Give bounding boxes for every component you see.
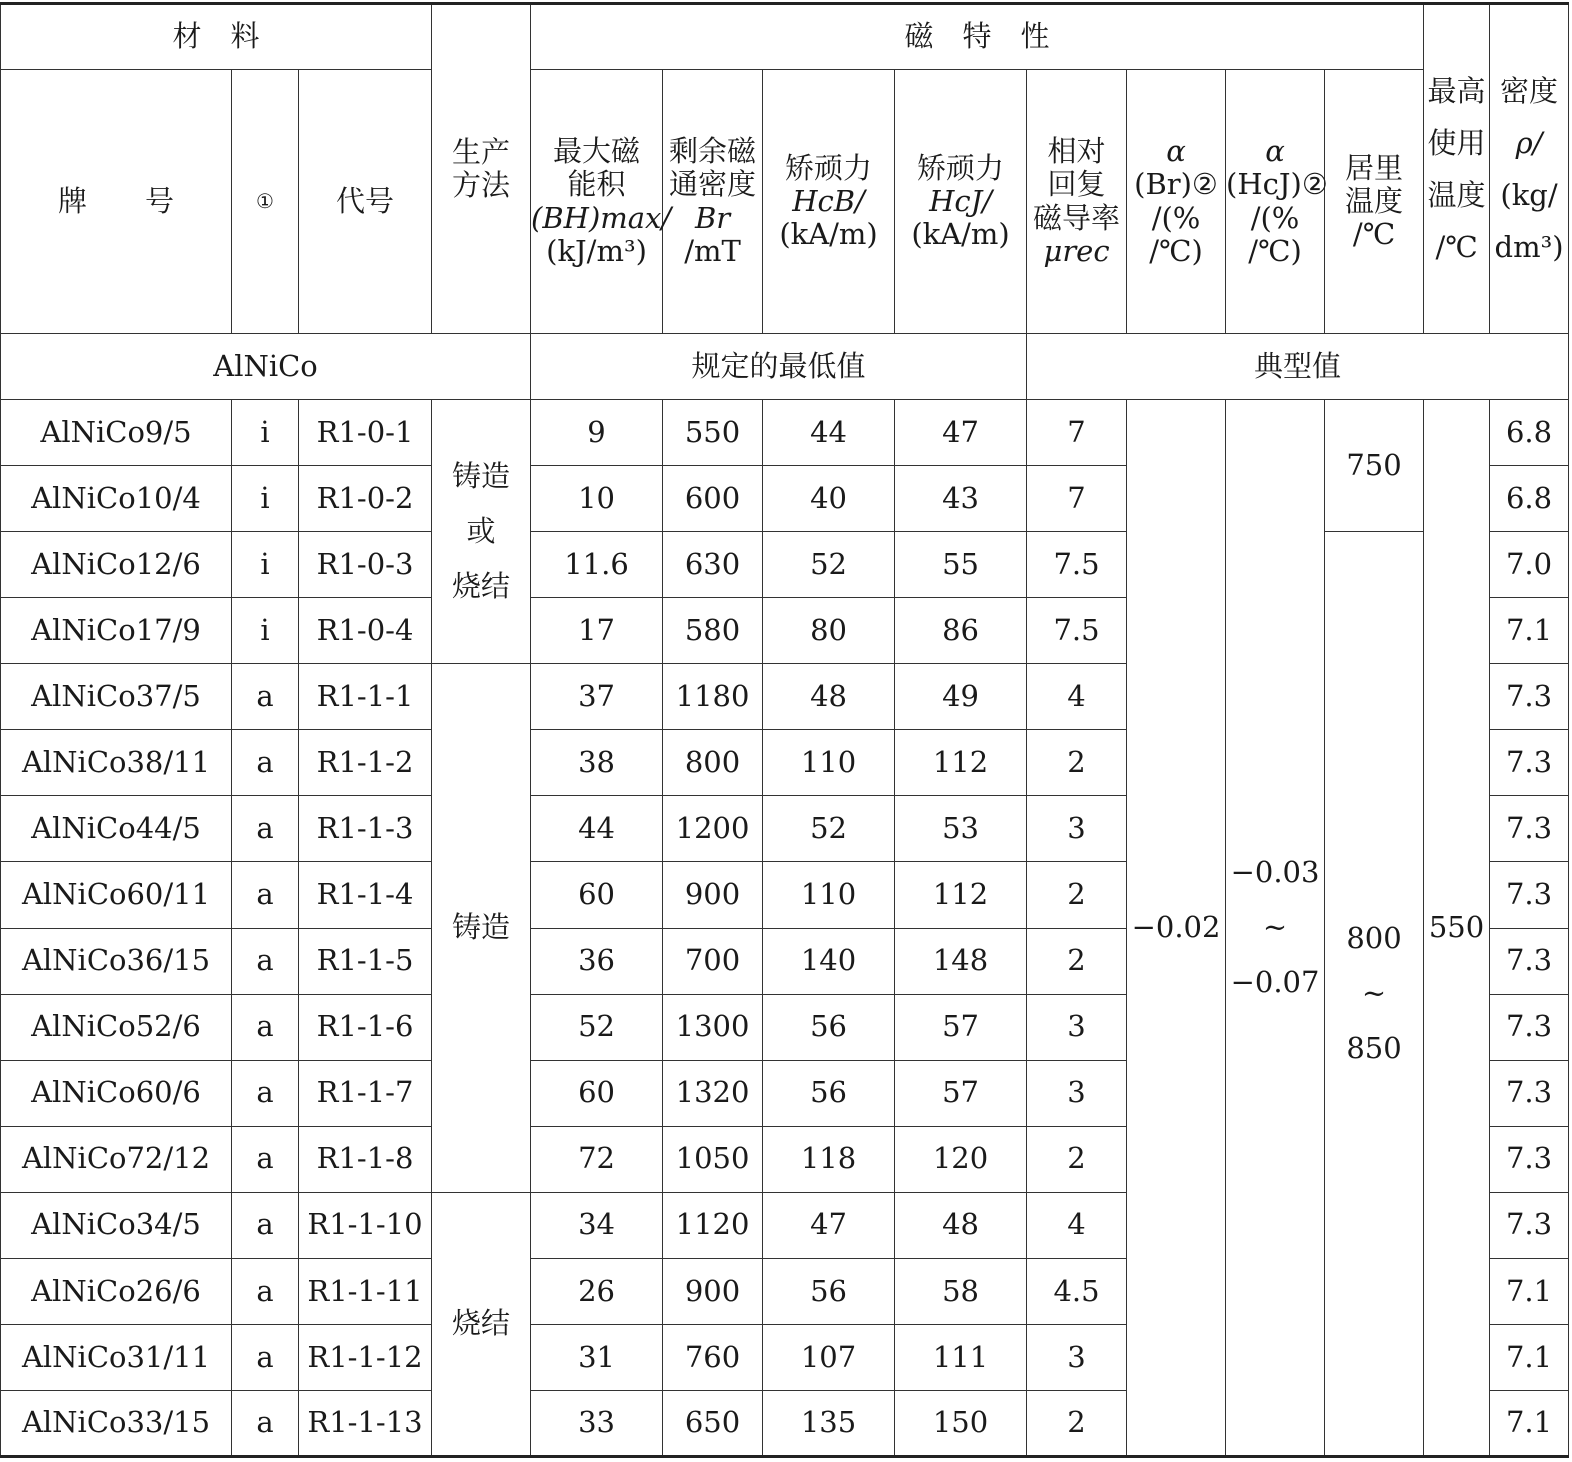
cell-density: 7.1 (1490, 598, 1569, 664)
cell-code: R1-0-2 (299, 466, 432, 532)
cell-type: i (232, 598, 299, 664)
cell-density: 7.3 (1490, 1060, 1569, 1126)
cell-br: 900 (663, 862, 763, 928)
cell-bhmax: 11.6 (531, 532, 663, 598)
header-br-l3: Br (694, 200, 731, 235)
cell-density: 6.8 (1490, 400, 1569, 466)
cell-hcj: 48 (895, 1192, 1027, 1258)
cell-hcb: 56 (763, 994, 895, 1060)
subheader-alnico: AlNiCo (1, 334, 531, 400)
header-alpha-br-l4: /℃) (1149, 233, 1203, 268)
cell-hcj: 57 (895, 994, 1027, 1060)
cell-hcb: 140 (763, 928, 895, 994)
cell-hcj: 150 (895, 1390, 1027, 1456)
cell-type: a (232, 1060, 299, 1126)
cell-type: i (232, 466, 299, 532)
subheader-min-values: 规定的最低值 (531, 334, 1027, 400)
subheader-typical: 典型值 (1027, 334, 1569, 400)
cell-grade: AlNiCo12/6 (1, 532, 232, 598)
cell-grade: AlNiCo60/11 (1, 862, 232, 928)
cell-type: i (232, 532, 299, 598)
cell-type: a (232, 862, 299, 928)
cell-grade: AlNiCo9/5 (1, 400, 232, 466)
cell-type: a (232, 1258, 299, 1324)
cell-hcb: 56 (763, 1060, 895, 1126)
cell-hcj: 58 (895, 1258, 1027, 1324)
cell-hcj: 112 (895, 862, 1027, 928)
cell-hcb: 135 (763, 1390, 895, 1456)
cell-br: 1300 (663, 994, 763, 1060)
header-curie (1325, 70, 1424, 334)
cell-hcj: 55 (895, 532, 1027, 598)
cell-method-sinter: 烧结 (432, 1192, 531, 1456)
cell-type: a (232, 1390, 299, 1456)
cell-hcb: 80 (763, 598, 895, 664)
cell-br: 1050 (663, 1126, 763, 1192)
header-curie-l3: /℃ (1352, 217, 1396, 252)
cell-hcj: 86 (895, 598, 1027, 664)
cell-urec: 2 (1027, 1126, 1127, 1192)
cell-density: 7.3 (1490, 1126, 1569, 1192)
cell-code: R1-1-4 (299, 862, 432, 928)
cell-urec: 7 (1027, 466, 1127, 532)
cell-density: 7.3 (1490, 796, 1569, 862)
cell-grade: AlNiCo60/6 (1, 1060, 232, 1126)
header-bhmax-l4: (kJ/m³) (546, 233, 647, 268)
header-urec-l3: 磁导率 (1033, 200, 1121, 235)
cell-density: 7.3 (1490, 664, 1569, 730)
cell-code: R1-0-4 (299, 598, 432, 664)
cell-bhmax: 33 (531, 1390, 663, 1456)
cell-urec: 7.5 (1027, 532, 1127, 598)
cell-type: a (232, 994, 299, 1060)
header-maxtemp-l2: 使用 (1427, 125, 1486, 160)
cell-code: R1-1-2 (299, 730, 432, 796)
header-urec (1027, 70, 1127, 334)
cell-bhmax: 26 (531, 1258, 663, 1324)
header-alpha-br-l2: (Br)② (1134, 167, 1218, 202)
cell-urec: 2 (1027, 862, 1127, 928)
cell-hcb: 110 (763, 862, 895, 928)
header-urec-l4: μrec (1043, 233, 1110, 268)
header-br-l4: /mT (684, 233, 741, 268)
header-alpha-hcj-l3: /(% (1250, 200, 1300, 235)
cell-hcb: 107 (763, 1324, 895, 1390)
header-density (1490, 4, 1569, 334)
cell-urec: 7.5 (1027, 598, 1127, 664)
header-production (432, 4, 531, 334)
header-alpha-hcj-l1: α (1265, 133, 1285, 168)
cell-type: a (232, 796, 299, 862)
cell-bhmax: 34 (531, 1192, 663, 1258)
header-hcb-l2: HcB/ (792, 183, 865, 218)
cell-code: R1-1-8 (299, 1126, 432, 1192)
cell-hcb: 44 (763, 400, 895, 466)
cell-urec: 3 (1027, 1324, 1127, 1390)
header-br-l1: 剩余磁 (669, 133, 757, 168)
cell-grade: AlNiCo10/4 (1, 466, 232, 532)
curie-rest-l2: ~ (1361, 976, 1387, 1011)
cell-hcb: 118 (763, 1126, 895, 1192)
cell-density: 7.1 (1490, 1324, 1569, 1390)
cell-urec: 2 (1027, 928, 1127, 994)
cell-bhmax: 17 (531, 598, 663, 664)
cell-method-cast-or-sinter (432, 400, 531, 664)
cell-bhmax: 9 (531, 400, 663, 466)
header-curie-l1: 居里 (1345, 150, 1404, 185)
header-br (663, 70, 763, 334)
cell-urec: 3 (1027, 1060, 1127, 1126)
cell-density: 7.3 (1490, 1192, 1569, 1258)
cell-hcb: 110 (763, 730, 895, 796)
cell-code: R1-0-3 (299, 532, 432, 598)
cell-br: 550 (663, 400, 763, 466)
cell-br: 630 (663, 532, 763, 598)
header-alpha-br-l3: /(% (1151, 200, 1201, 235)
curie-rest-l1: 800 (1346, 921, 1402, 956)
header-alpha-br (1127, 70, 1226, 334)
cell-type: a (232, 664, 299, 730)
cell-urec: 3 (1027, 796, 1127, 862)
header-bhmax-l3: (BH)max/ (531, 200, 672, 235)
table-body (1, 400, 1569, 1457)
cell-grade: AlNiCo34/5 (1, 1192, 232, 1258)
cell-density: 7.0 (1490, 532, 1569, 598)
table-row (1, 400, 1569, 466)
cell-br: 1180 (663, 664, 763, 730)
cell-grade: AlNiCo44/5 (1, 796, 232, 862)
header-density-l1: 密度 (1500, 73, 1559, 108)
cell-br: 1200 (663, 796, 763, 862)
cell-grade: AlNiCo31/11 (1, 1324, 232, 1390)
header-maxtemp-l1: 最高 (1427, 73, 1486, 108)
cell-density: 7.1 (1490, 1258, 1569, 1324)
cell-code: R1-1-12 (299, 1324, 432, 1390)
cell-hcj: 49 (895, 664, 1027, 730)
cell-urec: 3 (1027, 994, 1127, 1060)
cell-density: 7.3 (1490, 862, 1569, 928)
header-hcj (895, 70, 1027, 334)
cell-hcj: 112 (895, 730, 1027, 796)
cell-grade: AlNiCo52/6 (1, 994, 232, 1060)
cell-br: 760 (663, 1324, 763, 1390)
cell-bhmax: 52 (531, 994, 663, 1060)
cell-hcb: 47 (763, 1192, 895, 1258)
cell-type: a (232, 928, 299, 994)
cell-urec: 7 (1027, 400, 1127, 466)
header-urec-l2: 回复 (1047, 167, 1106, 202)
cell-code: R1-1-3 (299, 796, 432, 862)
cell-hcj: 111 (895, 1324, 1027, 1390)
cell-urec: 4.5 (1027, 1258, 1127, 1324)
cell-grade: AlNiCo17/9 (1, 598, 232, 664)
header-hcb (763, 70, 895, 334)
curie-rest-l3: 850 (1346, 1031, 1402, 1066)
header-maxtemp (1424, 4, 1490, 334)
alnico-magnet-table (0, 2, 1569, 1458)
header-hcj-l3: (kA/m) (911, 217, 1010, 252)
cell-hcb: 52 (763, 532, 895, 598)
cell-urec: 4 (1027, 664, 1127, 730)
header-alpha-hcj-l4: /℃) (1248, 233, 1302, 268)
header-density-l2: ρ/ (1515, 125, 1543, 160)
header-material: 材 料 (1, 4, 432, 70)
header-magnetic: 磁 特 性 (531, 4, 1424, 70)
cell-code: R1-0-1 (299, 400, 432, 466)
cell-density: 7.1 (1490, 1390, 1569, 1456)
header-hcj-l2: HcJ/ (929, 183, 992, 218)
cell-type: a (232, 1126, 299, 1192)
cell-hcj: 148 (895, 928, 1027, 994)
cell-hcj: 57 (895, 1060, 1027, 1126)
cell-hcj: 53 (895, 796, 1027, 862)
cell-code: R1-1-13 (299, 1390, 432, 1456)
cell-grade: AlNiCo36/15 (1, 928, 232, 994)
cell-grade: AlNiCo26/6 (1, 1258, 232, 1324)
alpha-hcj-l3: −0.07 (1230, 965, 1320, 1000)
cell-hcb: 56 (763, 1258, 895, 1324)
header-alpha-br-l1: α (1166, 133, 1186, 168)
cell-bhmax: 36 (531, 928, 663, 994)
header-br-l2: 通密度 (669, 167, 757, 202)
alpha-hcj-l1: −0.03 (1230, 854, 1320, 889)
header-hcb-l1: 矫顽力 (785, 150, 873, 185)
header-bhmax (531, 70, 672, 334)
cell-urec: 2 (1027, 1390, 1127, 1456)
cell-hcb: 48 (763, 664, 895, 730)
cell-br: 600 (663, 466, 763, 532)
method-cast-or-sinter-l1: 铸造 (452, 459, 511, 494)
header-urec-l1: 相对 (1047, 133, 1106, 168)
cell-grade: AlNiCo33/15 (1, 1390, 232, 1456)
cell-type: a (232, 730, 299, 796)
cell-density: 6.8 (1490, 466, 1569, 532)
cell-code: R1-1-1 (299, 664, 432, 730)
header-production-l2: 方法 (452, 168, 511, 203)
header-maxtemp-l3: 温度 (1427, 178, 1486, 213)
cell-maxtemp: 550 (1424, 400, 1490, 1457)
cell-code: R1-1-5 (299, 928, 432, 994)
cell-density: 7.3 (1490, 730, 1569, 796)
cell-hcj: 43 (895, 466, 1027, 532)
cell-grade: AlNiCo37/5 (1, 664, 232, 730)
cell-hcj: 47 (895, 400, 1027, 466)
header-maxtemp-l4: /℃ (1435, 230, 1478, 265)
cell-br: 700 (663, 928, 763, 994)
cell-code: R1-1-10 (299, 1192, 432, 1258)
cell-br: 1320 (663, 1060, 763, 1126)
cell-br: 1120 (663, 1192, 763, 1258)
header-hcj-l1: 矫顽力 (917, 150, 1005, 185)
cell-bhmax: 10 (531, 466, 663, 532)
cell-bhmax: 60 (531, 862, 663, 928)
header-curie-l2: 温度 (1345, 183, 1404, 218)
cell-br: 580 (663, 598, 763, 664)
cell-curie-top: 750 (1325, 400, 1424, 532)
cell-hcj: 120 (895, 1126, 1027, 1192)
cell-br: 800 (663, 730, 763, 796)
cell-br: 650 (663, 1390, 763, 1456)
cell-hcb: 52 (763, 796, 895, 862)
cell-bhmax: 37 (531, 664, 663, 730)
cell-method-cast: 铸造 (432, 664, 531, 1192)
cell-code: R1-1-6 (299, 994, 432, 1060)
cell-density: 7.3 (1490, 928, 1569, 994)
header-grade: 牌 号 (1, 70, 232, 334)
cell-code: R1-1-11 (299, 1258, 432, 1324)
header-bhmax-l1: 最大磁 (553, 133, 641, 168)
cell-bhmax: 72 (531, 1126, 663, 1192)
header-code: 代号 (299, 70, 432, 334)
header-production-l1: 生产 (452, 134, 511, 169)
cell-alpha-br: −0.02 (1127, 400, 1226, 1457)
cell-type: a (232, 1192, 299, 1258)
header-bhmax-l2: 能积 (567, 167, 626, 202)
header-density-l3: (kg/ (1500, 178, 1558, 213)
cell-bhmax: 38 (531, 730, 663, 796)
method-cast-or-sinter-l2: 或 (466, 514, 496, 549)
cell-code: R1-1-7 (299, 1060, 432, 1126)
cell-hcb: 40 (763, 466, 895, 532)
cell-type: i (232, 400, 299, 466)
cell-br: 900 (663, 1258, 763, 1324)
table-row (1, 532, 1569, 598)
cell-bhmax: 31 (531, 1324, 663, 1390)
header-alpha-hcj-l2: (HcJ)② (1226, 167, 1328, 202)
cell-urec: 4 (1027, 1192, 1127, 1258)
header-hcb-l3: (kA/m) (779, 217, 878, 252)
cell-alpha-hcj (1226, 400, 1325, 1457)
cell-curie-rest (1325, 532, 1424, 1457)
alpha-hcj-l2: ~ (1262, 910, 1288, 945)
cell-density: 7.3 (1490, 994, 1569, 1060)
cell-urec: 2 (1027, 730, 1127, 796)
method-cast-or-sinter-l3: 烧结 (452, 569, 511, 604)
cell-bhmax: 60 (531, 1060, 663, 1126)
header-density-l4: dm³) (1494, 230, 1564, 265)
cell-bhmax: 44 (531, 796, 663, 862)
header-note1: ① (232, 70, 299, 334)
header-alpha-hcj (1226, 70, 1328, 334)
cell-grade: AlNiCo72/12 (1, 1126, 232, 1192)
cell-grade: AlNiCo38/11 (1, 730, 232, 796)
cell-type: a (232, 1324, 299, 1390)
